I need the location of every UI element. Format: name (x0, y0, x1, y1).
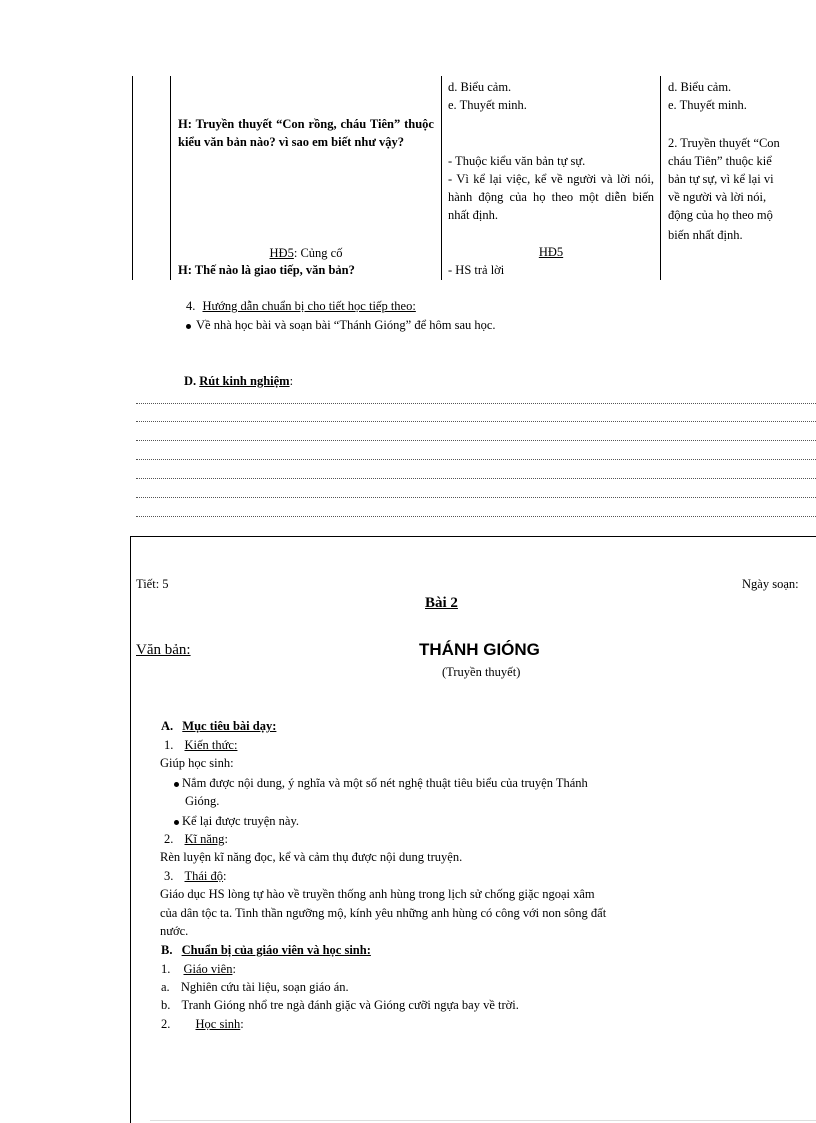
col4-note-2: bản tự sự, vì kể lại vi (668, 172, 774, 186)
col4-note-3: về người và lời nói, (668, 190, 767, 204)
thai-do-line-1: Giáo dục HS lòng tự hào về truyền thống anh hùng trong lịch sử chống giặc ngoại xâm (160, 887, 595, 901)
ki-nang-title: Kĩ năng (184, 832, 225, 846)
section-d-title: Rút kinh nghiệm (199, 374, 290, 388)
table-hd5-label (178, 244, 434, 262)
ki-nang-heading (164, 832, 228, 847)
table-border-mid-2 (660, 76, 661, 280)
kien-thuc-number: 1. (164, 738, 174, 752)
ki-nang-number: 2. (164, 832, 174, 846)
section-b-label: B. (161, 943, 173, 957)
dotted-line-2 (136, 421, 816, 423)
giao-vien-heading (161, 962, 236, 977)
col3-answer-a: - Thuộc kiểu văn bản tự sự. (448, 154, 586, 168)
giao-vien-item-a-text: Nghiên cứu tài liệu, soạn giáo án. (180, 980, 349, 994)
hoc-sinh-colon: : (240, 1017, 244, 1031)
dotted-line-5 (136, 478, 816, 480)
giao-vien-item-a-label: a. (161, 980, 170, 994)
dotted-line-3 (136, 440, 816, 442)
section-4-bullet-text: Về nhà học bài và soạn bài “Thánh Gióng” để hôm sau học. (196, 318, 496, 332)
dotted-line-4 (136, 459, 816, 461)
col4-note-0: 2. Truyền thuyết “Con (668, 136, 780, 150)
hd5-rest: : Củng cố (293, 246, 343, 260)
section-4-number: 4. (186, 299, 196, 313)
table-border-left-2 (170, 76, 171, 280)
thai-do-heading (164, 869, 227, 884)
kien-thuc-bullet-2-text: Kể lại được truyện này. (182, 814, 300, 828)
dotted-line-7 (136, 516, 816, 518)
col3-answer-b: - Vì kể lại việc, kể về người và lời nói, hành động của họ theo một diễn biến nhất định. (448, 172, 654, 222)
col3-line-d: d. Biểu cảm. (448, 80, 512, 94)
ki-nang-text: Rèn luyện kĩ năng đọc, kể và cảm thụ được nội dung truyện. (160, 850, 463, 864)
thai-do-line-3: nước. (160, 924, 189, 938)
giao-vien-item-b-label: b. (161, 998, 171, 1012)
page2-left-border (130, 536, 131, 1123)
dotted-line-1 (136, 403, 816, 405)
col4-note-5: biến nhất định. (668, 228, 743, 242)
table-question-1: H: Truyền thuyết “Con rồng, cháu Tiên” thuộc kiểu văn bản nào? vì sao em biết như vậy? (178, 117, 434, 149)
col3-answer-c: - HS trả lời (448, 263, 505, 277)
giao-vien-item-b-text: Tranh Gióng nhổ tre ngà đánh giặc và Gióng cưỡi ngựa bay về trời. (181, 998, 519, 1012)
giao-vien-number: 1. (161, 962, 171, 976)
hoc-sinh-number: 2. (161, 1017, 171, 1031)
giao-vien-colon: : (232, 962, 236, 976)
col4-note-4: động của họ theo mộ (668, 208, 773, 222)
table-border-left-1 (132, 76, 133, 280)
page2-bottom-border (150, 1120, 816, 1121)
section-d-prefix: D. (184, 374, 197, 388)
kien-thuc-title: Kiến thức: (184, 738, 238, 752)
col3-hd5: HĐ5 (538, 245, 564, 259)
col4-line-d: d. Biểu cảm. (668, 80, 732, 94)
section-b-title: Chuẩn bị của giáo viên và học sinh: (181, 943, 371, 957)
section-a-heading (161, 719, 276, 734)
lesson-number: Bài 2 (425, 595, 458, 611)
van-ban-label: Văn bản: (136, 642, 191, 658)
kien-thuc-intro: Giúp học sinh: (160, 756, 234, 770)
col3-line-e: e. Thuyết minh. (448, 98, 527, 112)
ngay-soan-label: Ngày soạn: (742, 577, 799, 591)
tiet-label: Tiết: 5 (136, 577, 169, 591)
section-a-label: A. (161, 719, 174, 733)
lesson-title: THÁNH GIÓNG (419, 640, 540, 659)
section-4-heading (186, 299, 416, 314)
page2-top-border (130, 536, 816, 537)
thai-do-title: Thái độ (184, 869, 224, 883)
table-question-2: H: Thế nào là giao tiếp, văn bản? (178, 263, 355, 277)
bullet-icon (186, 324, 191, 329)
giao-vien-item-a (161, 980, 349, 995)
section-b-heading (161, 943, 371, 958)
hoc-sinh-title: Học sinh (195, 1017, 241, 1031)
dotted-line-6 (136, 497, 816, 499)
kien-thuc-heading (164, 738, 237, 753)
bullet-icon (174, 820, 179, 825)
hd5-code: HĐ5 (269, 246, 294, 260)
kien-thuc-bullet-1 (174, 776, 588, 791)
thai-do-line-2: của dân tộc ta. Tinh thần ngưỡng mộ, kính yêu những anh hùng có công với non sông đất (160, 906, 607, 920)
section-4-title: Hướng dẫn chuẩn bị cho tiết học tiếp theo: (202, 299, 416, 313)
section-4-bullet-item (186, 318, 496, 333)
giao-vien-title: Giáo viên (183, 962, 233, 976)
col4-note-1: cháu Tiên” thuộc kiể (668, 154, 772, 168)
section-a-title: Mục tiêu bài dạy: (182, 719, 277, 733)
thai-do-number: 3. (164, 869, 174, 883)
lesson-subtitle: (Truyền thuyết) (442, 665, 521, 679)
kien-thuc-bullet-1-cont: Gióng. (185, 794, 220, 808)
kien-thuc-bullet-2 (174, 814, 299, 829)
kien-thuc-bullet-1-text: Nắm được nội dung, ý nghĩa và một số nét nghệ thuật tiêu biểu của truyện Thánh (182, 776, 588, 790)
col4-line-e: e. Thuyết minh. (668, 98, 747, 112)
thai-do-colon: : (223, 869, 227, 883)
ki-nang-colon: : (224, 832, 228, 846)
section-d-heading (184, 374, 293, 389)
hoc-sinh-heading (161, 1017, 244, 1032)
section-d-colon: : (289, 374, 294, 388)
bullet-icon (174, 782, 179, 787)
table-border-mid-1 (441, 76, 442, 280)
giao-vien-item-b (161, 998, 519, 1013)
